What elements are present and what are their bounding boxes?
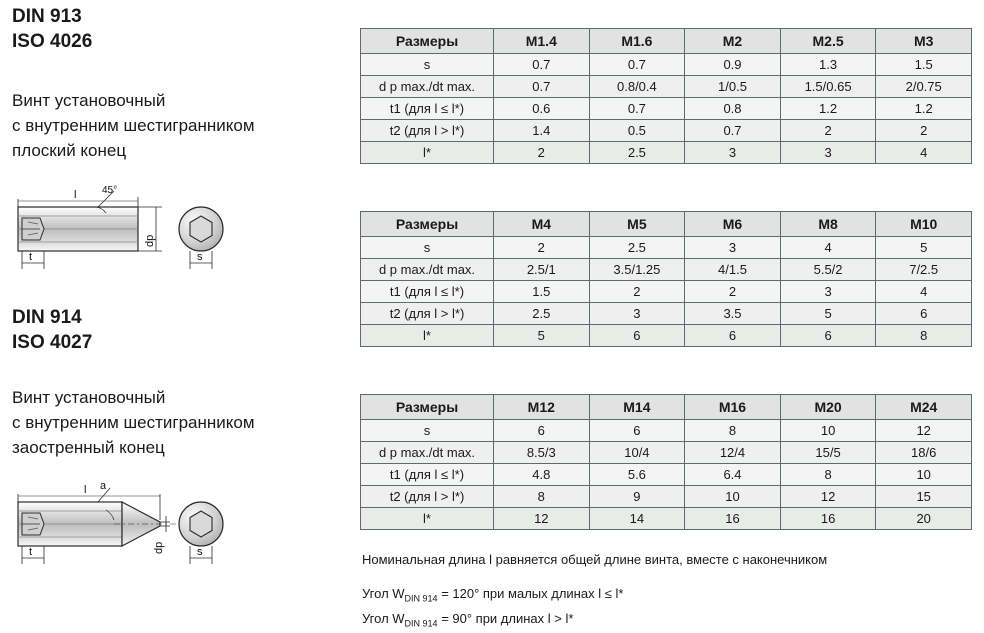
table3-row3-val3: 12	[780, 486, 876, 508]
table3-row0-val4: 12	[876, 420, 972, 442]
dimensions-table-3-wrapper	[360, 394, 972, 530]
table2-row3-label: t2 (для l > l*)	[361, 303, 494, 325]
table3-row4-val0: 12	[494, 508, 590, 530]
table1-header-2: M1.6	[589, 29, 685, 54]
table1-row2-val0: 0.6	[494, 98, 590, 120]
table1-row2-val2: 0.8	[685, 98, 781, 120]
note-nominal-length: Номинальная длина l равняется общей длине винта, вместе с наконечником	[362, 552, 828, 567]
drawing2-l-label: l	[84, 484, 87, 496]
note3-rest: = 90° при длинах l > l*	[437, 610, 574, 626]
table3-row2-val1: 5.6	[589, 464, 685, 486]
table3-row2-val2: 6.4	[685, 464, 781, 486]
table-row	[361, 325, 972, 347]
dimensions-table-2	[360, 211, 972, 347]
table-row	[361, 420, 972, 442]
table1-row1-val0: 0.7	[494, 76, 590, 98]
table2-row0-label: s	[361, 237, 494, 259]
note2-prefix: Угол W	[362, 586, 405, 601]
table1-row1-label: d p max./dt max.	[361, 76, 494, 98]
product2-desc-line1: Винт установочный	[12, 388, 166, 407]
table3-row2-label: t1 (для l ≤ l*)	[361, 464, 494, 486]
table1-row1-val3: 1.5/0.65	[780, 76, 876, 98]
drawing1-l-label: l	[74, 189, 77, 201]
dimensions-table-2-wrapper	[360, 211, 972, 347]
drawing1-angle-label: 45°	[102, 185, 118, 196]
table3-row3-label: t2 (для l > l*)	[361, 486, 494, 508]
table2-row1-val2: 4/1.5	[685, 259, 781, 281]
drawing2-angle-label: a	[100, 480, 107, 492]
table1-row1-val1: 0.8/0.4	[589, 76, 685, 98]
table1-row2-val4: 1.2	[876, 98, 972, 120]
table-row	[361, 303, 972, 325]
table2-row4-val4: 8	[876, 325, 972, 347]
table3-row4-val2: 16	[685, 508, 781, 530]
table2-row4-label: l*	[361, 325, 494, 347]
table-row	[361, 464, 972, 486]
dimensions-table-3	[360, 394, 972, 530]
table3-row0-label: s	[361, 420, 494, 442]
table3-row2-val3: 8	[780, 464, 876, 486]
drawing1-s-label: s	[197, 251, 203, 263]
table3-header-0: Размеры	[361, 395, 494, 420]
table1-header-0: Размеры	[361, 29, 494, 54]
product2-description	[12, 385, 255, 460]
table2-row2-label: t1 (для l ≤ l*)	[361, 281, 494, 303]
table3-row0-val1: 6	[589, 420, 685, 442]
product2-drawing	[10, 480, 350, 575]
table-row	[361, 120, 972, 142]
table3-row3-val4: 15	[876, 486, 972, 508]
table3-row1-val0: 8.5/3	[494, 442, 590, 464]
table3-row0-val0: 6	[494, 420, 590, 442]
table2-row4-val0: 5	[494, 325, 590, 347]
table-row	[361, 508, 972, 530]
table3-row1-val2: 12/4	[685, 442, 781, 464]
table2-row4-val1: 6	[589, 325, 685, 347]
table-row	[361, 442, 972, 464]
table1-row0-val3: 1.3	[780, 54, 876, 76]
product1-desc-line2: с внутренним шестигранником	[12, 116, 255, 135]
table3-row4-val3: 16	[780, 508, 876, 530]
table2-row2-val2: 2	[685, 281, 781, 303]
table3-row3-val1: 9	[589, 486, 685, 508]
product1-desc-line1: Винт установочный	[12, 91, 166, 110]
table2-row3-val1: 3	[589, 303, 685, 325]
table1-header-4: M2.5	[780, 29, 876, 54]
table1-row1-val4: 2/0.75	[876, 76, 972, 98]
table1-row2-val1: 0.7	[589, 98, 685, 120]
table2-row4-val3: 6	[780, 325, 876, 347]
product1-desc-line3: плоский конец	[12, 141, 127, 160]
table3-row0-val2: 8	[685, 420, 781, 442]
drawing2-s-label: s	[197, 546, 203, 558]
table2-row0-val2: 3	[685, 237, 781, 259]
table2-row1-val3: 5.5/2	[780, 259, 876, 281]
dimensions-table-1	[360, 28, 972, 164]
table2-header-3: M6	[685, 212, 781, 237]
note-angle-90	[362, 609, 974, 633]
drawing1-t-label: t	[29, 251, 33, 263]
table2-row2-val0: 1.5	[494, 281, 590, 303]
table-row	[361, 54, 972, 76]
table2-row0-val1: 2.5	[589, 237, 685, 259]
table3-header-4: M20	[780, 395, 876, 420]
table1-row0-label: s	[361, 54, 494, 76]
table1-row2-label: t1 (для l ≤ l*)	[361, 98, 494, 120]
table1-header-5: M3	[876, 29, 972, 54]
table1-row4-label: l*	[361, 142, 494, 164]
table1-row2-val3: 1.2	[780, 98, 876, 120]
table2-row3-val0: 2.5	[494, 303, 590, 325]
product1-standard-line1: DIN 913	[12, 6, 82, 27]
table1-row3-val0: 1.4	[494, 120, 590, 142]
table-row	[361, 98, 972, 120]
table1-header-1: M1.4	[494, 29, 590, 54]
table2-row1-val1: 3.5/1.25	[589, 259, 685, 281]
product2-desc-line2: с внутренним шестигранником	[12, 413, 255, 432]
table-header-row	[361, 29, 972, 54]
table2-row1-label: d p max./dt max.	[361, 259, 494, 281]
note3-prefix: Угол W	[362, 610, 405, 626]
dimensions-table-1-wrapper	[360, 28, 972, 164]
table-row	[361, 142, 972, 164]
table2-row0-val3: 4	[780, 237, 876, 259]
table1-header-3: M2	[685, 29, 781, 54]
drawing1-dp-label: dp	[144, 234, 156, 247]
table-row	[361, 237, 972, 259]
table2-row1-val0: 2.5/1	[494, 259, 590, 281]
table3-row4-val4: 20	[876, 508, 972, 530]
table2-row0-val0: 2	[494, 237, 590, 259]
table3-row2-val0: 4.8	[494, 464, 590, 486]
table3-row1-val4: 18/6	[876, 442, 972, 464]
table1-row4-val0: 2	[494, 142, 590, 164]
table3-row3-val2: 10	[685, 486, 781, 508]
table2-row2-val4: 4	[876, 281, 972, 303]
table3-row2-val4: 10	[876, 464, 972, 486]
table2-row4-val2: 6	[685, 325, 781, 347]
table2-row2-val1: 2	[589, 281, 685, 303]
note2-rest: = 120° при малых длинах l ≤ l*	[437, 586, 624, 601]
table1-row4-val2: 3	[685, 142, 781, 164]
table3-header-1: M12	[494, 395, 590, 420]
table3-row1-val1: 10/4	[589, 442, 685, 464]
table3-row4-val1: 14	[589, 508, 685, 530]
table2-row3-val4: 6	[876, 303, 972, 325]
product1-description	[12, 88, 255, 163]
product2-desc-line3: заостренный конец	[12, 438, 165, 457]
table1-row0-val1: 0.7	[589, 54, 685, 76]
table-header-row	[361, 212, 972, 237]
table3-header-2: M14	[589, 395, 685, 420]
note2-sub: DIN 914	[404, 593, 438, 604]
product1-drawing	[10, 185, 350, 280]
table1-row4-val1: 2.5	[589, 142, 685, 164]
notes-block	[362, 550, 974, 633]
table1-row1-val2: 1/0.5	[685, 76, 781, 98]
table1-row0-val0: 0.7	[494, 54, 590, 76]
product2-standard	[12, 305, 92, 355]
table1-row3-val3: 2	[780, 120, 876, 142]
table2-row0-val4: 5	[876, 237, 972, 259]
table2-header-2: M5	[589, 212, 685, 237]
table1-row3-val4: 2	[876, 120, 972, 142]
table-row	[361, 76, 972, 98]
table1-row0-val2: 0.9	[685, 54, 781, 76]
left-column	[10, 0, 350, 628]
table2-row2-val3: 3	[780, 281, 876, 303]
product2-standard-line1: DIN 914	[12, 307, 82, 328]
table3-row1-label: d p max./dt max.	[361, 442, 494, 464]
note3-sub: DIN 914	[404, 618, 438, 629]
table2-header-0: Размеры	[361, 212, 494, 237]
table2-header-5: M10	[876, 212, 972, 237]
table3-row0-val3: 10	[780, 420, 876, 442]
note-angle-120	[362, 584, 974, 609]
table2-row3-val2: 3.5	[685, 303, 781, 325]
product1-standard-line2: ISO 4026	[12, 31, 93, 52]
table3-row4-label: l*	[361, 508, 494, 530]
table2-row1-val4: 7/2.5	[876, 259, 972, 281]
table1-row3-label: t2 (для l > l*)	[361, 120, 494, 142]
table2-header-4: M8	[780, 212, 876, 237]
table3-header-3: M16	[685, 395, 781, 420]
table2-header-1: M4	[494, 212, 590, 237]
table3-row3-val0: 8	[494, 486, 590, 508]
product2-standard-line2: ISO 4027	[12, 332, 93, 353]
table3-header-5: M24	[876, 395, 972, 420]
drawing2-dp-label: dp	[153, 541, 165, 554]
table2-row3-val3: 5	[780, 303, 876, 325]
table-row	[361, 259, 972, 281]
table1-row3-val2: 0.7	[685, 120, 781, 142]
table-row	[361, 486, 972, 508]
table-header-row	[361, 395, 972, 420]
table1-row4-val4: 4	[876, 142, 972, 164]
drawing2-t-label: t	[29, 546, 33, 558]
table3-row1-val3: 15/5	[780, 442, 876, 464]
table-row	[361, 281, 972, 303]
table1-row0-val4: 1.5	[876, 54, 972, 76]
product1-standard	[12, 4, 92, 54]
table1-row4-val3: 3	[780, 142, 876, 164]
table1-row3-val1: 0.5	[589, 120, 685, 142]
